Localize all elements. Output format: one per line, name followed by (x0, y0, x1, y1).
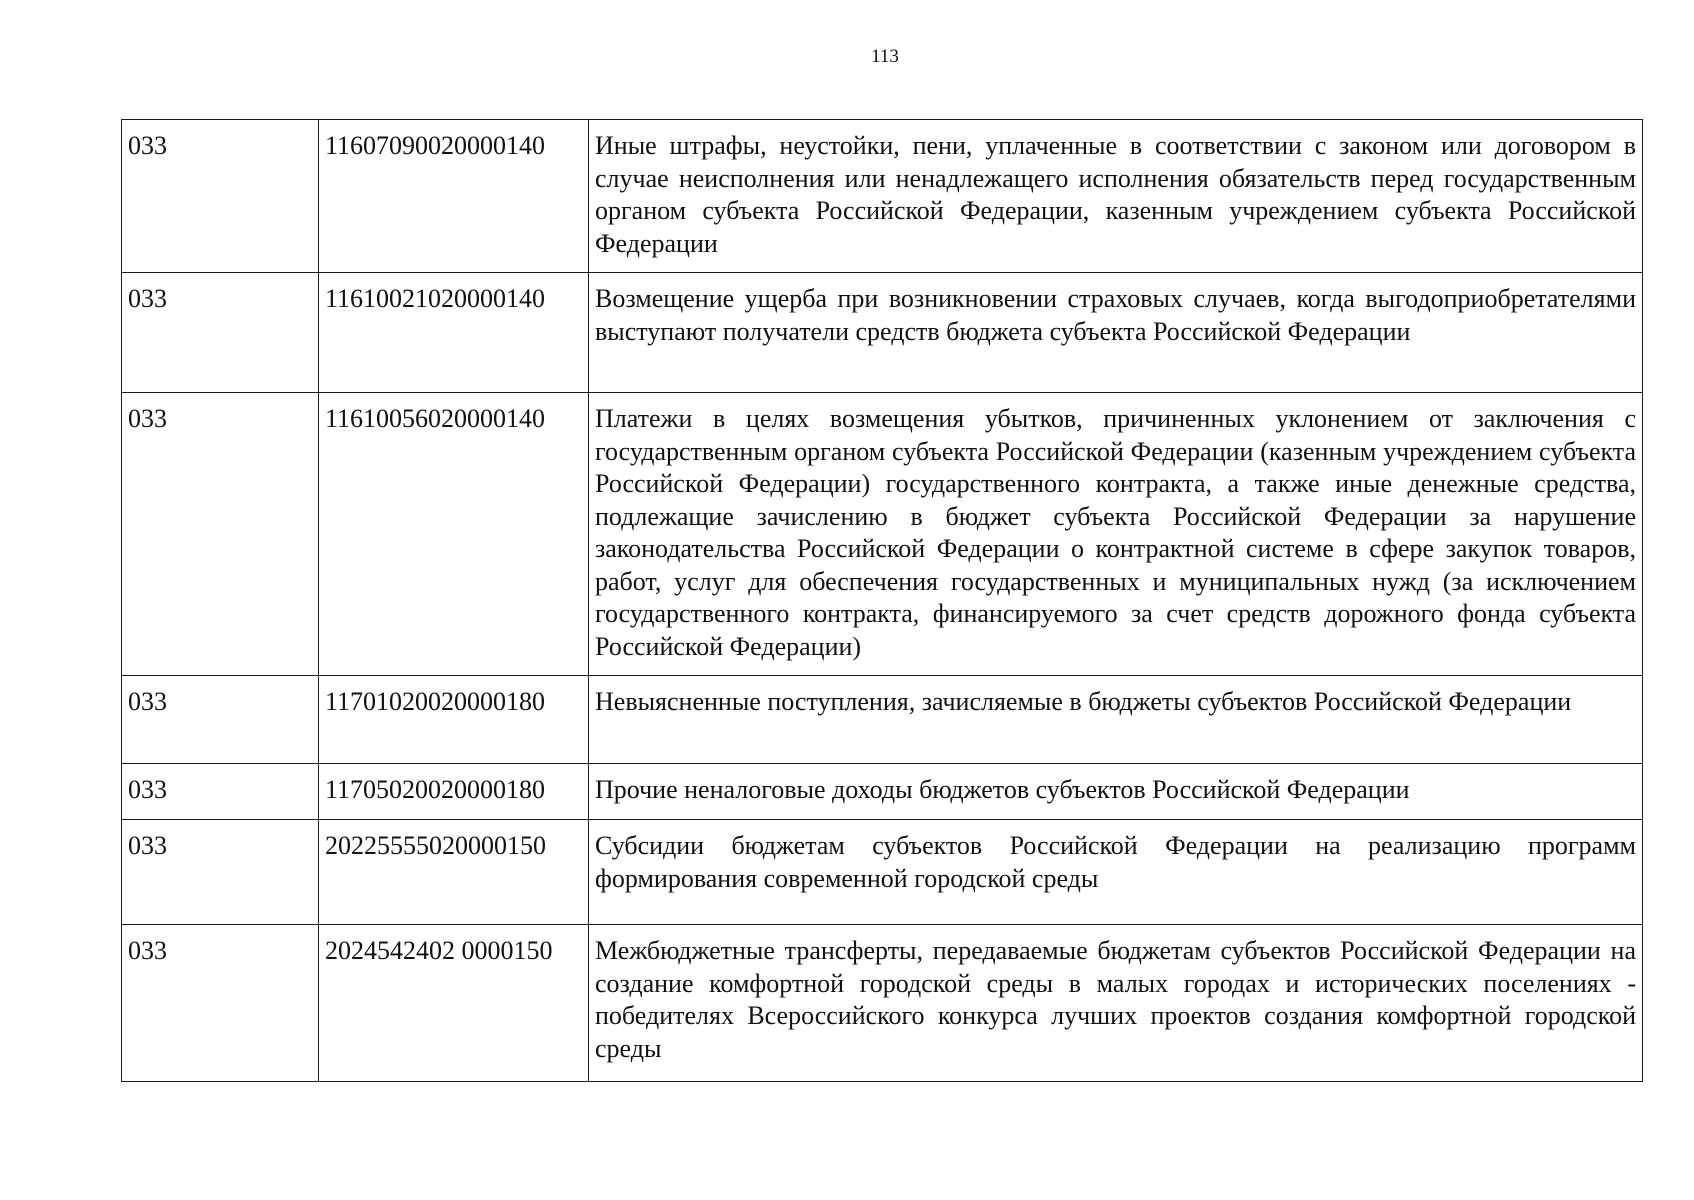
bcc-code-cell: 11610021020000140 (319, 273, 589, 393)
table-row (122, 393, 1643, 676)
description-cell: Субсидии бюджетам субъектов Российской Федерации на реализацию программ формирования современной городской среды (589, 820, 1643, 925)
admin-code-cell: 033 (122, 676, 319, 764)
bcc-code-cell: 11705020020000180 (319, 764, 589, 820)
admin-code-cell: 033 (122, 925, 319, 1082)
page-number: 113 (871, 46, 899, 67)
description-cell: Возмещение ущерба при возникновении страховых случаев, когда выгодоприобретателями выступают получатели средств бюджета субъекта Российской Федерации (589, 273, 1643, 393)
table-row (122, 764, 1643, 820)
bcc-code-cell: 20225555020000150 (319, 820, 589, 925)
description-cell: Невыясненные поступления, зачисляемые в бюджеты субъектов Российской Федерации (589, 676, 1643, 764)
admin-code-cell: 033 (122, 273, 319, 393)
description-cell: Межбюджетные трансферты, передаваемые бюджетам субъектов Российской Федерации на создание комфортной городской среды в малых городах и исторических поселениях - победителях Всероссийского конкурса лучших проектов создания комфортной городской среды (589, 925, 1643, 1082)
revenue-codes-table (121, 119, 1643, 1082)
table-row (122, 120, 1643, 273)
description-cell: Платежи в целях возмещения убытков, причиненных уклонением от заключения с государственным органом субъекта Российской Федерации (казенным учреждением субъекта Российской Федерации) государственного контракта, а также иные денежные средства, подлежащие зачислению в бюджет субъекта Российской Федерации за нарушение законодательства Российской Федерации о контрактной системе в сфере закупок товаров, работ, услуг для обеспечения государственных и муниципальных нужд (за исключением государственного контракта, финансируемого за счет средств дорожного фонда субъекта Российской Федерации) (589, 393, 1643, 676)
admin-code-cell: 033 (122, 820, 319, 925)
description-cell: Прочие неналоговые доходы бюджетов субъектов Российской Федерации (589, 764, 1643, 820)
admin-code-cell: 033 (122, 393, 319, 676)
table-row (122, 820, 1643, 925)
admin-code-cell: 033 (122, 764, 319, 820)
bcc-code-cell: 11607090020000140 (319, 120, 589, 273)
admin-code-cell: 033 (122, 120, 319, 273)
table-row (122, 676, 1643, 764)
description-cell: Иные штрафы, неустойки, пени, уплаченные в соответствии с законом или договором в случае неисполнения или ненадлежащего исполнения обязательств перед государственным органом субъекта Российской Федерации, казенным учреждением субъекта Российской Федерации (589, 120, 1643, 273)
bcc-code-cell: 2024542402 0000150 (319, 925, 589, 1082)
table-row (122, 925, 1643, 1082)
bcc-code-cell: 11701020020000180 (319, 676, 589, 764)
bcc-code-cell: 11610056020000140 (319, 393, 589, 676)
table-row (122, 273, 1643, 393)
